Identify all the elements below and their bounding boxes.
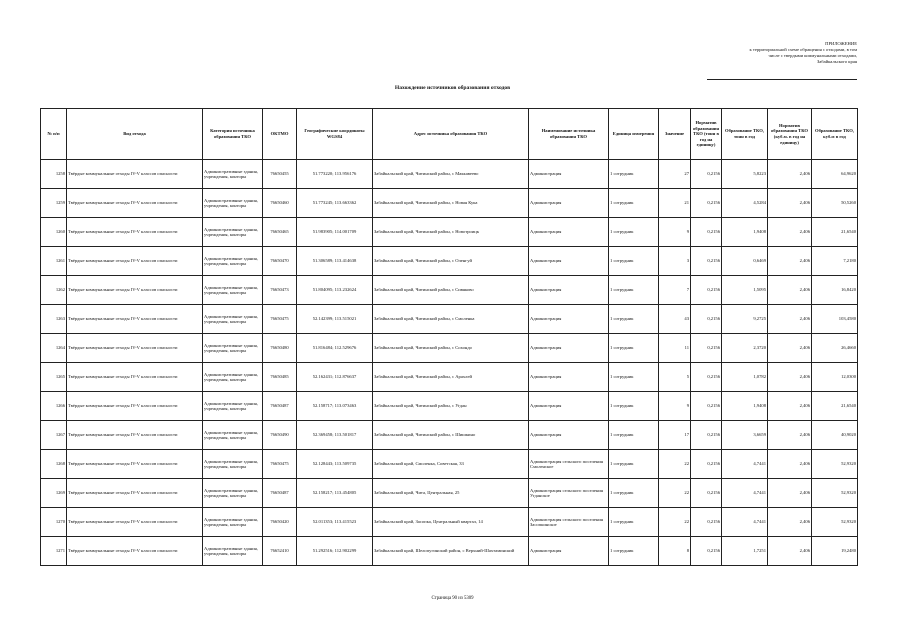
- appendix-line: к территориальной схеме обращения с отходами, в том: [749, 47, 857, 52]
- header-cell: Географические координаты WGS84: [297, 109, 373, 160]
- address-cell: Забайкальский край, Читинский район, с Смоленка: [373, 305, 529, 334]
- waste-type-cell: Твёрдые коммунальные отходы IV-V классов опасности: [67, 508, 203, 537]
- oktmo-cell: 76650473: [263, 276, 297, 305]
- coordinates-cell: 52.162431; 112.876637: [297, 363, 373, 392]
- row-number-cell: 1262: [41, 276, 67, 305]
- source-name-cell: Администрация: [529, 334, 609, 363]
- unit-cell: 1 сотрудник: [609, 218, 659, 247]
- value-cell: 7: [659, 276, 691, 305]
- source-name-cell: Администрация: [529, 363, 609, 392]
- header-cell: № п/п: [41, 109, 67, 160]
- unit-cell: 1 сотрудник: [609, 450, 659, 479]
- norm-volume-cell: 2,406: [768, 363, 812, 392]
- appendix-line: Забайкальского края: [816, 59, 857, 64]
- oktmo-cell: 76650470: [263, 247, 297, 276]
- norm-volume-cell: 2,406: [768, 392, 812, 421]
- tons-per-year-cell: 4,7441: [722, 508, 768, 537]
- coordinates-cell: 52.011353; 113.415523: [297, 508, 373, 537]
- coordinates-cell: 51.306589; 113.414638: [297, 247, 373, 276]
- volume-per-year-cell: 40,9020: [812, 421, 858, 450]
- source-name-cell: Администрация: [529, 305, 609, 334]
- header-cell: Образование ТКО, тонн в год: [722, 109, 768, 160]
- norm-tons-cell: 0,2156: [691, 450, 722, 479]
- coordinates-cell: 51.773245; 113.663362: [297, 189, 373, 218]
- tons-per-year-cell: 1,5095: [722, 276, 768, 305]
- table-row: [41, 537, 858, 566]
- norm-tons-cell: 0,2156: [691, 479, 722, 508]
- table-row: [41, 160, 858, 189]
- norm-tons-cell: 0,2156: [691, 247, 722, 276]
- oktmo-cell: 76652410: [263, 537, 297, 566]
- norm-tons-cell: 0,2156: [691, 160, 722, 189]
- table-row: [41, 363, 858, 392]
- waste-type-cell: Твёрдые коммунальные отходы IV-V классов опасности: [67, 479, 203, 508]
- tons-per-year-cell: 5,8223: [722, 160, 768, 189]
- header-cell: Норматив образования ТКО (тонн в год на единицу): [691, 109, 722, 160]
- norm-volume-cell: 2,406: [768, 421, 812, 450]
- tons-per-year-cell: 4,5284: [722, 189, 768, 218]
- source-name-cell: Администрация: [529, 189, 609, 218]
- source-category-cell: Административные здания, учреждения, конторы: [203, 247, 263, 276]
- norm-tons-cell: 0,2156: [691, 508, 722, 537]
- header-cell: Адрес источника образования ТКО: [373, 109, 529, 160]
- table-row: [41, 334, 858, 363]
- tons-per-year-cell: 1,7251: [722, 537, 768, 566]
- norm-volume-cell: 2,406: [768, 479, 812, 508]
- page-footer: Страница 90 из 5309: [431, 596, 474, 601]
- table-row: [41, 218, 858, 247]
- value-cell: 21: [659, 189, 691, 218]
- oktmo-cell: 76650455: [263, 160, 297, 189]
- row-number-cell: 1258: [41, 160, 67, 189]
- source-name-cell: Администрация: [529, 160, 609, 189]
- source-category-cell: Административные здания, учреждения, конторы: [203, 334, 263, 363]
- header-cell: Образование ТКО, куб.м в год: [812, 109, 858, 160]
- source-name-cell: Администрация сельского поселения Смоленское: [529, 450, 609, 479]
- volume-per-year-cell: 103,4580: [812, 305, 858, 334]
- volume-per-year-cell: 7,2180: [812, 247, 858, 276]
- source-name-cell: Администрация сельского поселения Угданское: [529, 479, 609, 508]
- table-row: [41, 450, 858, 479]
- waste-type-cell: Твёрдые коммунальные отходы IV-V классов опасности: [67, 421, 203, 450]
- value-cell: 22: [659, 479, 691, 508]
- value-cell: 22: [659, 450, 691, 479]
- source-category-cell: Административные здания, учреждения, конторы: [203, 276, 263, 305]
- volume-per-year-cell: 26,4660: [812, 334, 858, 363]
- volume-per-year-cell: 64,9620: [812, 160, 858, 189]
- tons-per-year-cell: 2,3720: [722, 334, 768, 363]
- appendix-divider: [707, 79, 857, 80]
- value-cell: 22: [659, 508, 691, 537]
- unit-cell: 1 сотрудник: [609, 479, 659, 508]
- value-cell: 11: [659, 334, 691, 363]
- source-category-cell: Административные здания, учреждения, конторы: [203, 305, 263, 334]
- source-category-cell: Административные здания, учреждения, конторы: [203, 160, 263, 189]
- norm-volume-cell: 2,406: [768, 508, 812, 537]
- row-number-cell: 1271: [41, 537, 67, 566]
- table-row: [41, 508, 858, 537]
- table-body: [41, 160, 858, 566]
- oktmo-cell: 76650490: [263, 421, 297, 450]
- volume-per-year-cell: 16,8420: [812, 276, 858, 305]
- oktmo-cell: 76650475: [263, 305, 297, 334]
- norm-volume-cell: 2,406: [768, 537, 812, 566]
- source-name-cell: Администрация: [529, 421, 609, 450]
- waste-type-cell: Твёрдые коммунальные отходы IV-V классов опасности: [67, 305, 203, 334]
- oktmo-cell: 76650480: [263, 334, 297, 363]
- norm-volume-cell: 2,406: [768, 334, 812, 363]
- norm-tons-cell: 0,2156: [691, 392, 722, 421]
- address-cell: Забайкальский край, Читинский район, с Угдан: [373, 392, 529, 421]
- oktmo-cell: 76650465: [263, 218, 297, 247]
- volume-per-year-cell: 52,9320: [812, 479, 858, 508]
- header-cell: Наименование источника образования ТКО: [529, 109, 609, 160]
- row-number-cell: 1267: [41, 421, 67, 450]
- coordinates-cell: 51.816484; 112.529676: [297, 334, 373, 363]
- table-row: [41, 421, 858, 450]
- appendix-line: числе с твердыми коммунальными отходами,: [768, 53, 857, 58]
- row-number-cell: 1263: [41, 305, 67, 334]
- coordinates-cell: 52.128443; 113.509735: [297, 450, 373, 479]
- norm-volume-cell: 2,406: [768, 247, 812, 276]
- waste-type-cell: Твёрдые коммунальные отходы IV-V классов опасности: [67, 392, 203, 421]
- unit-cell: 1 сотрудник: [609, 421, 659, 450]
- address-cell: Забайкальский край, Читинский район, с Новотроицк: [373, 218, 529, 247]
- tons-per-year-cell: 0,6469: [722, 247, 768, 276]
- address-cell: Забайкальский край, Читинский район, с Шишкино: [373, 421, 529, 450]
- source-name-cell: Администрация: [529, 276, 609, 305]
- address-cell: Забайкальский край, Читинский район, с Сохондо: [373, 334, 529, 363]
- header-cell: ОКТМО: [263, 109, 297, 160]
- tons-per-year-cell: 1,0782: [722, 363, 768, 392]
- table-row: [41, 305, 858, 334]
- row-number-cell: 1269: [41, 479, 67, 508]
- tons-per-year-cell: 1,9408: [722, 218, 768, 247]
- waste-type-cell: Твёрдые коммунальные отходы IV-V классов опасности: [67, 363, 203, 392]
- tons-per-year-cell: 4,7441: [722, 479, 768, 508]
- value-cell: 8: [659, 537, 691, 566]
- table-header-row: [41, 109, 858, 160]
- source-category-cell: Административные здания, учреждения, конторы: [203, 189, 263, 218]
- coordinates-cell: 52.158717; 113.073463: [297, 392, 373, 421]
- header-cell: Единица измерения: [609, 109, 659, 160]
- table-row: [41, 247, 858, 276]
- unit-cell: 1 сотрудник: [609, 537, 659, 566]
- source-category-cell: Административные здания, учреждения, конторы: [203, 421, 263, 450]
- source-name-cell: Администрация: [529, 392, 609, 421]
- coordinates-cell: 51.292516; 112.902299: [297, 537, 373, 566]
- source-category-cell: Административные здания, учреждения, конторы: [203, 508, 263, 537]
- table-row: [41, 392, 858, 421]
- waste-type-cell: Твёрдые коммунальные отходы IV-V классов опасности: [67, 276, 203, 305]
- document-title: Нахождение источников образования отходов: [394, 85, 511, 91]
- unit-cell: 1 сотрудник: [609, 334, 659, 363]
- norm-tons-cell: 0,2156: [691, 276, 722, 305]
- tons-per-year-cell: 3,6659: [722, 421, 768, 450]
- appendix-line: ПРИЛОЖЕНИЕ: [825, 41, 857, 46]
- table-row: [41, 189, 858, 218]
- unit-cell: 1 сотрудник: [609, 247, 659, 276]
- waste-type-cell: Твёрдые коммунальные отходы IV-V классов опасности: [67, 450, 203, 479]
- oktmo-cell: 76650475: [263, 450, 297, 479]
- value-cell: 27: [659, 160, 691, 189]
- unit-cell: 1 сотрудник: [609, 305, 659, 334]
- row-number-cell: 1265: [41, 363, 67, 392]
- sources-table: [40, 108, 858, 566]
- norm-volume-cell: 2,406: [768, 450, 812, 479]
- header-cell: Значение: [659, 109, 691, 160]
- address-cell: Забайкальский край, Чита, Центральная, 25: [373, 479, 529, 508]
- tons-per-year-cell: 9,2725: [722, 305, 768, 334]
- oktmo-cell: 76650485: [263, 363, 297, 392]
- tons-per-year-cell: 4,7441: [722, 450, 768, 479]
- value-cell: 9: [659, 392, 691, 421]
- norm-tons-cell: 0,2156: [691, 334, 722, 363]
- unit-cell: 1 сотрудник: [609, 160, 659, 189]
- source-category-cell: Административные здания, учреждения, конторы: [203, 479, 263, 508]
- value-cell: 5: [659, 363, 691, 392]
- row-number-cell: 1268: [41, 450, 67, 479]
- address-cell: Забайкальский край, Читинский район, с Сивяково: [373, 276, 529, 305]
- tons-per-year-cell: 1,9408: [722, 392, 768, 421]
- value-cell: 9: [659, 218, 691, 247]
- unit-cell: 1 сотрудник: [609, 363, 659, 392]
- source-name-cell: Администрация: [529, 247, 609, 276]
- header-cell: Вид отхода: [67, 109, 203, 160]
- norm-tons-cell: 0,2156: [691, 363, 722, 392]
- unit-cell: 1 сотрудник: [609, 189, 659, 218]
- norm-volume-cell: 2,406: [768, 160, 812, 189]
- source-category-cell: Административные здания, учреждения, конторы: [203, 392, 263, 421]
- row-number-cell: 1259: [41, 189, 67, 218]
- source-name-cell: Администрация: [529, 218, 609, 247]
- value-cell: 43: [659, 305, 691, 334]
- address-cell: Забайкальский край, Читинский район, с Маккавеево: [373, 160, 529, 189]
- norm-volume-cell: 2,406: [768, 276, 812, 305]
- waste-type-cell: Твёрдые коммунальные отходы IV-V классов опасности: [67, 334, 203, 363]
- volume-per-year-cell: 52,9320: [812, 450, 858, 479]
- row-number-cell: 1260: [41, 218, 67, 247]
- header-cell: Норматив образования ТКО (куб.м. в год на единицу): [768, 109, 812, 160]
- oktmo-cell: 76650420: [263, 508, 297, 537]
- norm-tons-cell: 0,2156: [691, 305, 722, 334]
- oktmo-cell: 76650460: [263, 189, 297, 218]
- volume-per-year-cell: 21,6540: [812, 392, 858, 421]
- address-cell: Забайкальский край, Смоленка, Советская, 33: [373, 450, 529, 479]
- norm-tons-cell: 0,2156: [691, 537, 722, 566]
- table-row: [41, 479, 858, 508]
- source-category-cell: Административные здания, учреждения, конторы: [203, 450, 263, 479]
- header-cell: Категория источника образования ТКО: [203, 109, 263, 160]
- coordinates-cell: 51.983905; 114.001709: [297, 218, 373, 247]
- source-category-cell: Административные здания, учреждения, конторы: [203, 218, 263, 247]
- norm-volume-cell: 2,406: [768, 218, 812, 247]
- row-number-cell: 1266: [41, 392, 67, 421]
- appendix-note: [687, 41, 857, 65]
- address-cell: Забайкальский край, Засопка, Центральный квартал, 14: [373, 508, 529, 537]
- source-category-cell: Административные здания, учреждения, конторы: [203, 363, 263, 392]
- coordinates-cell: 51.773220; 113.956176: [297, 160, 373, 189]
- norm-volume-cell: 2,406: [768, 305, 812, 334]
- row-number-cell: 1261: [41, 247, 67, 276]
- source-name-cell: Администрация сельского поселения Засопкинское: [529, 508, 609, 537]
- row-number-cell: 1264: [41, 334, 67, 363]
- volume-per-year-cell: 19,2480: [812, 537, 858, 566]
- unit-cell: 1 сотрудник: [609, 508, 659, 537]
- row-number-cell: 1270: [41, 508, 67, 537]
- coordinates-cell: 51.804095; 113.232624: [297, 276, 373, 305]
- address-cell: Забайкальский край, Читинский район, с Арахлей: [373, 363, 529, 392]
- norm-tons-cell: 0,2156: [691, 421, 722, 450]
- value-cell: 17: [659, 421, 691, 450]
- norm-tons-cell: 0,2156: [691, 218, 722, 247]
- waste-type-cell: Твёрдые коммунальные отходы IV-V классов опасности: [67, 537, 203, 566]
- unit-cell: 1 сотрудник: [609, 276, 659, 305]
- address-cell: Забайкальский край, Читинский район, с Новая Кука: [373, 189, 529, 218]
- waste-type-cell: Твёрдые коммунальные отходы IV-V классов опасности: [67, 247, 203, 276]
- coordinates-cell: 52.158217; 113.454805: [297, 479, 373, 508]
- value-cell: 3: [659, 247, 691, 276]
- oktmo-cell: 76650487: [263, 479, 297, 508]
- coordinates-cell: 52.369458; 113.501817: [297, 421, 373, 450]
- oktmo-cell: 76650487: [263, 392, 297, 421]
- unit-cell: 1 сотрудник: [609, 392, 659, 421]
- address-cell: Забайкальский край, Шелопугинский район, с Верхний-Шахтаминский: [373, 537, 529, 566]
- table-row: [41, 276, 858, 305]
- volume-per-year-cell: 50,5260: [812, 189, 858, 218]
- volume-per-year-cell: 21,6540: [812, 218, 858, 247]
- source-category-cell: Административные здания, учреждения, конторы: [203, 537, 263, 566]
- coordinates-cell: 52.142399; 113.515021: [297, 305, 373, 334]
- norm-volume-cell: 2,406: [768, 189, 812, 218]
- volume-per-year-cell: 52,9320: [812, 508, 858, 537]
- norm-tons-cell: 0,2156: [691, 189, 722, 218]
- volume-per-year-cell: 12,0300: [812, 363, 858, 392]
- address-cell: Забайкальский край, Читинский район, с Оленгуй: [373, 247, 529, 276]
- waste-type-cell: Твёрдые коммунальные отходы IV-V классов опасности: [67, 160, 203, 189]
- source-name-cell: Администрация: [529, 537, 609, 566]
- waste-type-cell: Твёрдые коммунальные отходы IV-V классов опасности: [67, 218, 203, 247]
- waste-type-cell: Твёрдые коммунальные отходы IV-V классов опасности: [67, 189, 203, 218]
